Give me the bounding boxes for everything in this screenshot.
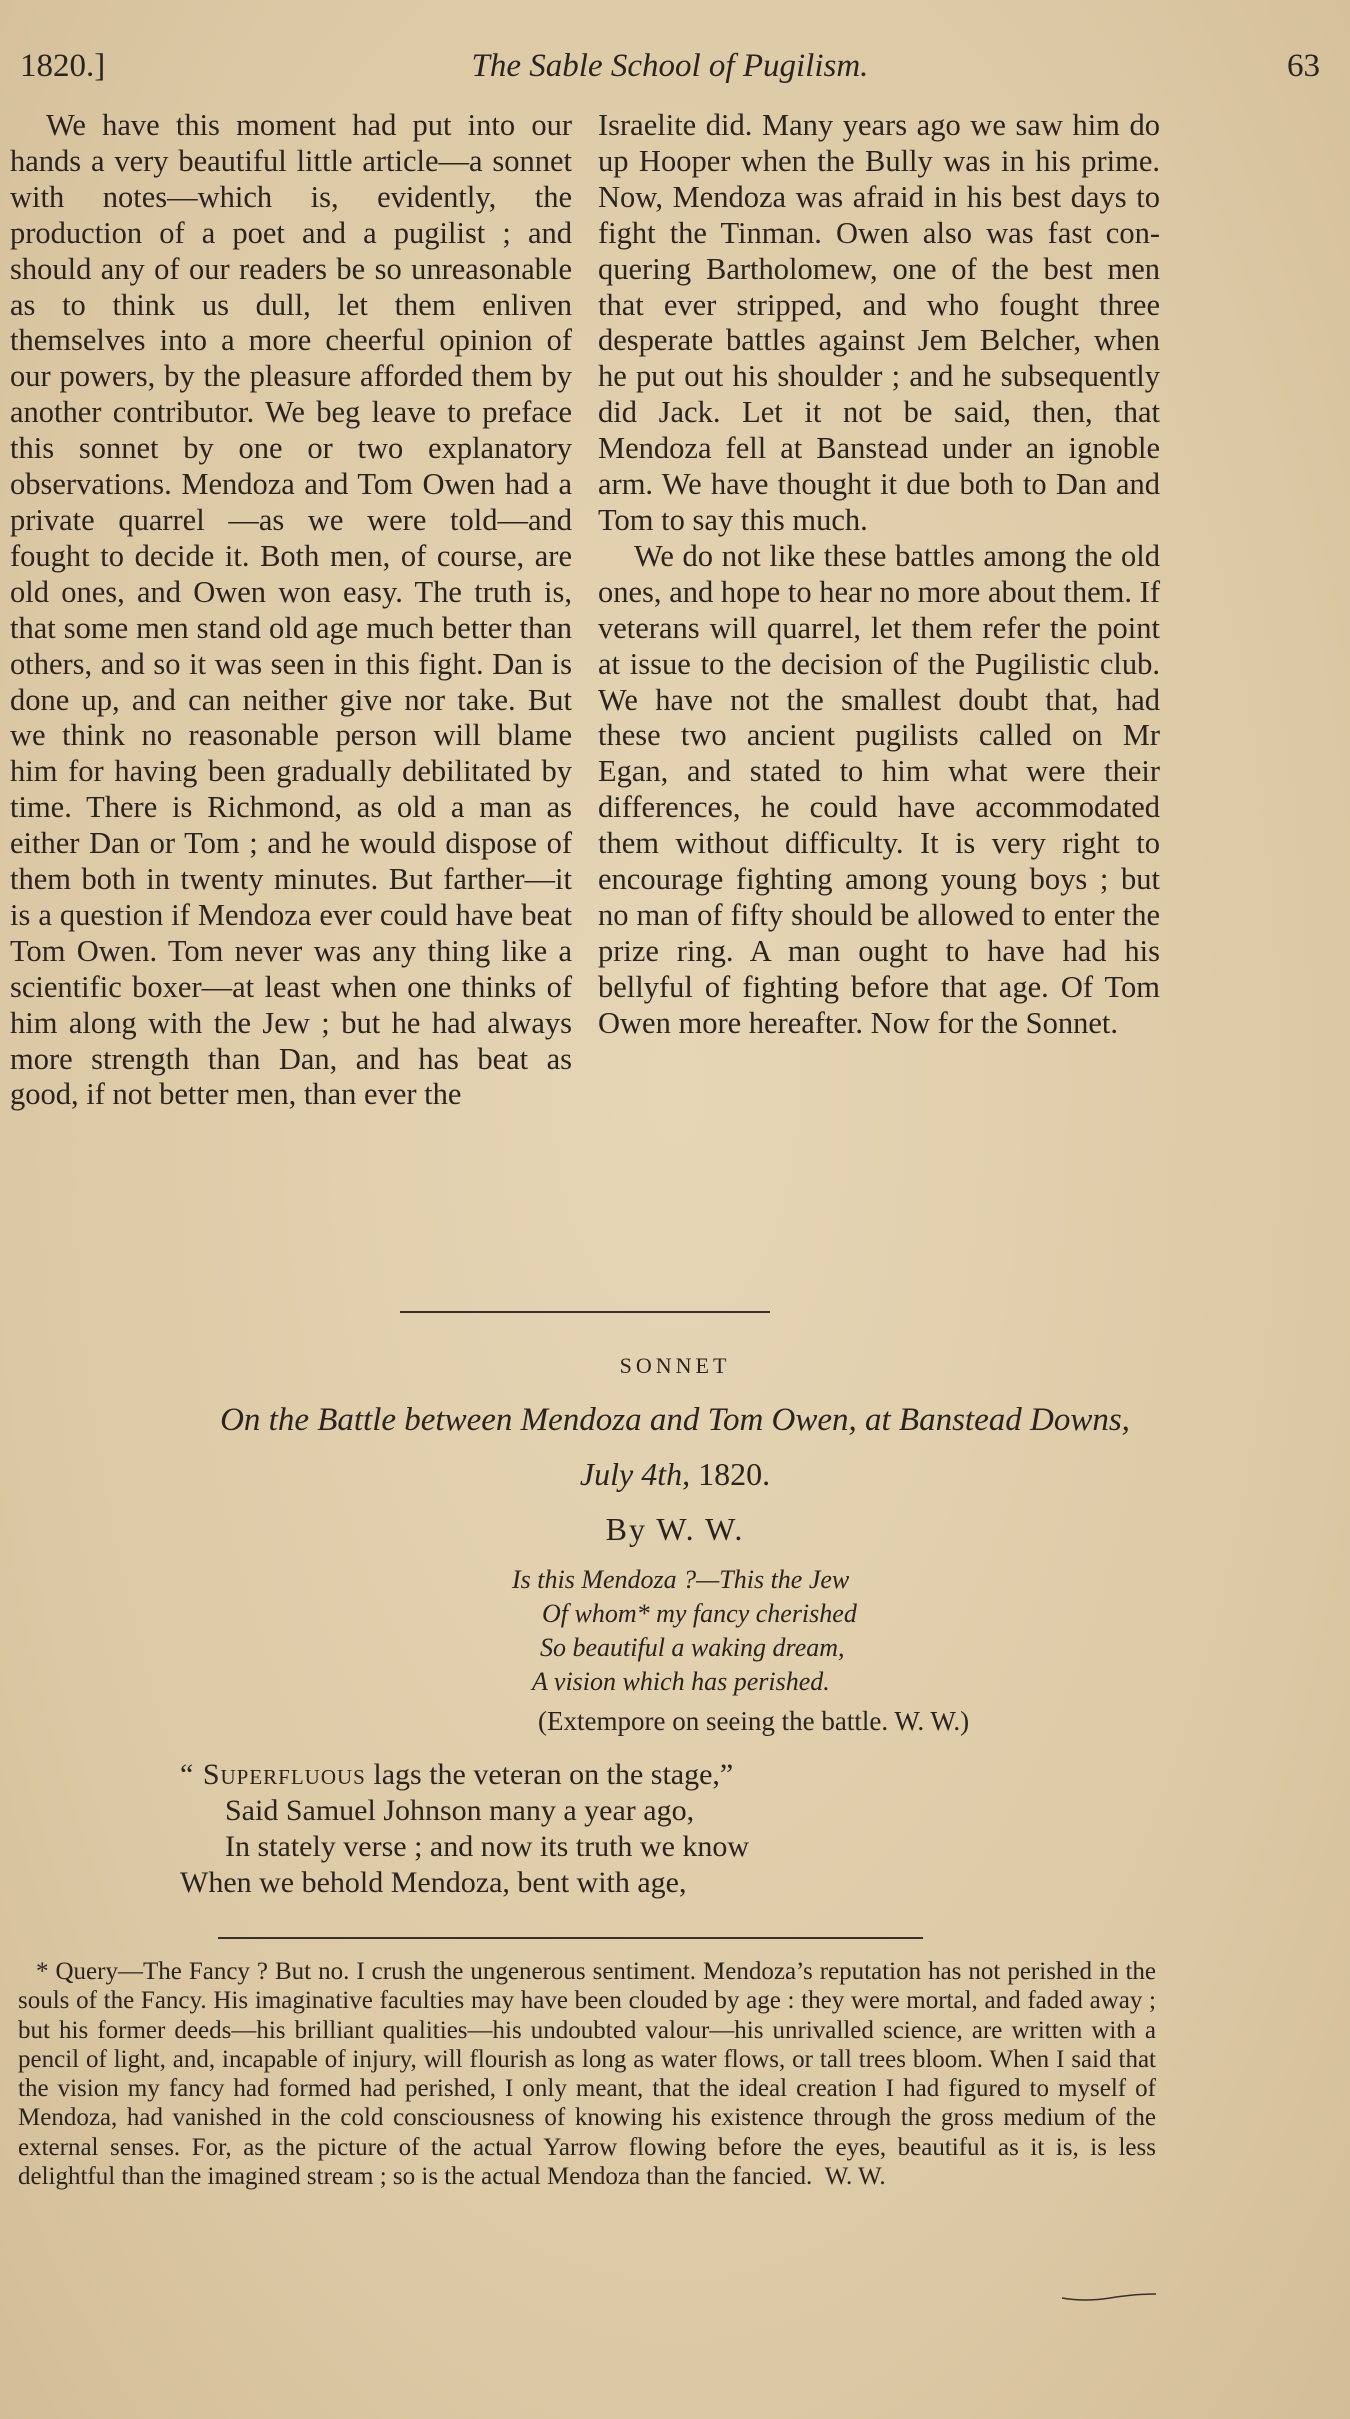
- footnote-divider: [218, 1937, 923, 1939]
- footnote-text: * Query—The Fancy ? But no. I crush the ungenerous sentiment. Mendoza’s reputation has not perished in the souls of the Fancy. His imaginative faculties may have been clouded by age : they were mortal, and faded away ; but his former deeds—his brilliant qualities—his undoubted valour—his unrivalled science, are written with a pencil of light, and, incapable of injury, will flourish as long as water flows, or tall trees bloom. When I said that the vision my fancy had formed had perished, I only meant, that the ideal creation I had figured to myself of Mendoza, had vanished in the cold consciousness of knowing his existence through the gross medium of the external senses. For, as the picture of the actual Yarrow flowing before the eyes, beautiful as it is, is less delightful than the imagined stream ; so is the actual Mendoza than the fancied.: [18, 1958, 1156, 2191]
- sonnet-line: In stately verse ; and now its truth we know: [225, 1830, 750, 1863]
- epigraph-line: Is this Mendoza ?—This the Jew: [512, 1565, 850, 1594]
- right-column-paragraph-2: We do not like these battles among the old ones, and hope to hear no more about them. If veterans will quarrel, let them refer the point at issue to the decision of the Pugilistic club. We have not the smallest doubt that, had these two ancient pugilists called on Mr Egan, and stated to him what were their differences, he could have accommodated them without difficulty. It is very right to encourage fighting among young boys ; but no man of fifty should be allowed to enter the prize ring. A man ought to have had his bellyful of fighting before that age. Of Tom Owen more hereafter. Now for the Sonnet.: [598, 538, 1160, 1040]
- end-flourish-icon: [1060, 2290, 1160, 2304]
- sonnet-line: When we behold Mendoza, bent with age,: [180, 1866, 687, 1899]
- epigraph-line: So beautiful a waking dream,: [540, 1633, 845, 1662]
- sonnet-first-word: “ Superfluous: [180, 1758, 366, 1791]
- extempore-note: (Extempore on seeing the battle. W. W.): [538, 1706, 970, 1736]
- running-head: [20, 48, 1320, 96]
- sonnet-byline: By W. W.: [605, 1511, 745, 1547]
- sonnet-line: Said Samuel Johnson many a year ago,: [225, 1794, 695, 1827]
- epigraph: [512, 1563, 857, 1699]
- section-divider: [400, 1311, 770, 1313]
- epigraph-line: Of whom* my fancy cherished: [542, 1599, 857, 1628]
- sonnet-line-rest: lags the veteran on the stage,”: [365, 1758, 734, 1791]
- sonnet-heading: SONNET: [619, 1353, 731, 1378]
- epigraph-line: A vision which has perished.: [532, 1667, 830, 1696]
- right-column: [598, 108, 1160, 1042]
- sonnet-date: July 4th, 1820.: [579, 1456, 771, 1492]
- footnote-signature: W. W.: [824, 2163, 886, 2191]
- running-head-year: 1820.]: [20, 48, 106, 84]
- page-number: 63: [1287, 48, 1320, 84]
- footnote: [18, 1957, 1156, 2191]
- sonnet-body: [180, 1757, 749, 1901]
- sonnet-line: [180, 1757, 749, 1793]
- running-head-title: The Sable School of Pugilism.: [471, 48, 869, 84]
- left-column: [10, 108, 572, 1113]
- right-column-paragraph-1: Israelite did. Many years ago we saw him do up Hooper when the Bully was in his prime. Now, Mendoza was afraid in his best days to fight the Tinman. Owen also was fast conquering Bartholomew, one of the best men that ever stripped, and who fought three desperate battles against Jem Belcher, when he put out his shoulder ; and he subsequently did Jack. Let it not be said, then, that Mendoza fell at Banstead under an ignoble arm. We have thought it due both to Dan and Tom to say this much.: [598, 108, 1160, 537]
- sonnet-subtitle: On the Battle between Mendoza and Tom Owen, at Banstead Downs,: [220, 1402, 1130, 1438]
- left-column-paragraph: We have this moment had put into our hands a very beautiful little article—a sonnet with notes—which is, evidently, the production of a poet and a pugilist ; and should any of our readers be so unreasonable as to think us dull, let them enliven themselves into a more cheerful opinion of our powers, by the pleasure afforded them by another contributor. We beg leave to preface this sonnet by one or two explanatory observations. Mendoza and Tom Owen had a private quarrel —as we were told—and fought to decide it. Both men, of course, are old ones, and Owen won easy. The truth is, that some men stand old age much better than others, and so it was seen in this fight. Dan is done up, and can neither give nor take. But we think no reasonable person will blame him for having been gradually debilitated by time. There is Richmond, as old a man as either Dan or Tom ; and he would dispose of them both in twenty minutes. But farther—it is a question if Mendoza ever could have beat Tom Owen. Tom never was any thing like a scientific boxer—at least when one thinks of him along with the Jew ; but he had always more strength than Dan, and has beat as good, if not better men, than ever the: [10, 108, 572, 1112]
